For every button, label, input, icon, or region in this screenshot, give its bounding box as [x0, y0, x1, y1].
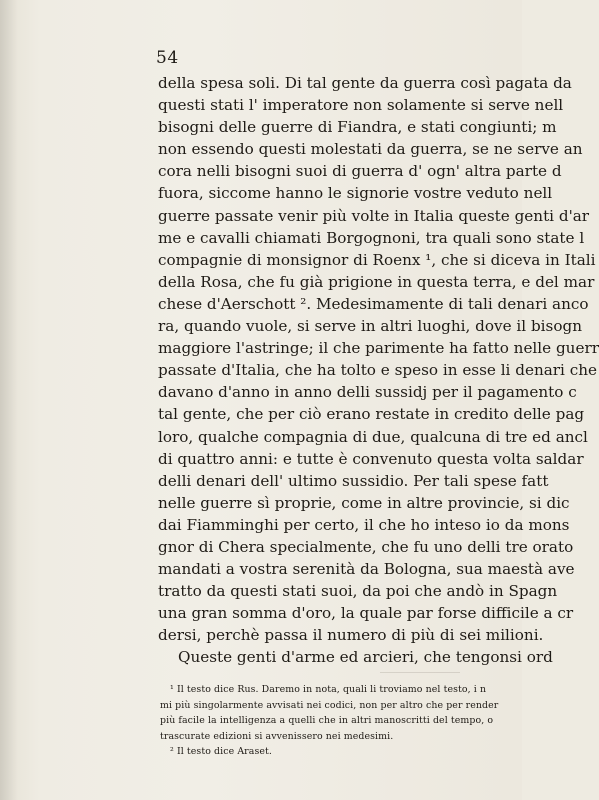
gutter-shadow: [0, 0, 18, 800]
text-line: delli denari dell' ultimo sussidio. Per tali spese fatt: [158, 471, 549, 490]
text-line: nelle guerre sì proprie, come in altre provincie, si dic: [158, 493, 570, 512]
text-line: della spesa soli. Di tal gente da guerra così pagata da: [158, 74, 572, 92]
footnotes: [160, 682, 522, 760]
text-line: di quattro anni: e tutte è convenuto questa volta saldar: [158, 449, 584, 468]
text-line: passate d'Italia, che ha tolto e speso in esse li denari che: [158, 361, 598, 380]
text-line: tratto da questi stati suoi, da poi che andò in Spagn: [158, 582, 558, 601]
text-line: cora nelli bisogni suoi di guerra d' ogn' altra parte d: [158, 162, 562, 181]
text-line: fuora, siccome hanno le signorie vostre veduto nell: [158, 184, 553, 203]
main-text: [158, 72, 599, 669]
text-line: dai Fiamminghi per certo, il che ho inteso io da mons: [158, 515, 570, 534]
text-line: gnor di Chera specialmente, che fu uno delli tre orato: [158, 537, 574, 556]
footnote-line: ¹ Il testo dice Rus. Daremo in nota, quali li troviamo nel testo, i n: [170, 684, 487, 695]
text-line: me e cavalli chiamati Borgognoni, tra quali sono state l: [158, 228, 585, 247]
text-line: bisogni delle guerre di Fiandra, e stati congiunti; m: [158, 118, 557, 137]
paragraph-start-line: Queste genti d'arme ed arcieri, che tengonsi ord: [178, 648, 553, 667]
text-line: non essendo questi molestati da guerra, se ne serve an: [158, 140, 583, 159]
footnote-line: ² Il testo dice Araset.: [170, 746, 272, 757]
text-line: una gran somma d'oro, la quale par forse difficile a cr: [158, 604, 574, 623]
footnote-line: mi più singolarmente avvisati nei codici, non per altro che per render: [160, 699, 499, 711]
text-line: guerre passate venir più volte in Italia queste genti d'ar: [158, 206, 590, 225]
text-line: davano d'anno in anno delli sussidj per il pagamento c: [158, 383, 577, 402]
text-line: chese d'Aerschott ². Medesimamente di tali denari anco: [158, 294, 589, 313]
text-line: della Rosa, che fu già prigione in questa terra, e del mar: [158, 272, 595, 291]
footnote-line: più facile la intelligenza a quelli che in altri manoscritti del tempo, o: [160, 715, 494, 726]
text-line: maggiore l'astringe; il che parimente ha fatto nelle guerr: [158, 339, 599, 358]
footnote-line: trascurate edizioni si avvenissero nei medesimi.: [160, 730, 394, 742]
footnote-separator: [380, 672, 460, 673]
page-number: 54: [156, 48, 179, 68]
text-line: ra, quando vuole, si serve in altri luoghi, dove il bisogn: [158, 317, 582, 336]
text-line: mandati a vostra serenità da Bologna, sua maestà ave: [158, 560, 575, 579]
text-line: dersi, perchè passa il numero di più di sei milioni.: [158, 626, 544, 645]
text-line: compagnie di monsignor di Roenx ¹, che si diceva in Itali: [158, 250, 596, 269]
text-line: loro, qualche compagnia di due, qualcuna di tre ed ancl: [158, 427, 588, 446]
text-line: tal gente, che per ciò erano restate in credito delle pag: [158, 405, 585, 424]
text-line: questi stati l' imperatore non solamente si serve nell: [158, 96, 564, 115]
